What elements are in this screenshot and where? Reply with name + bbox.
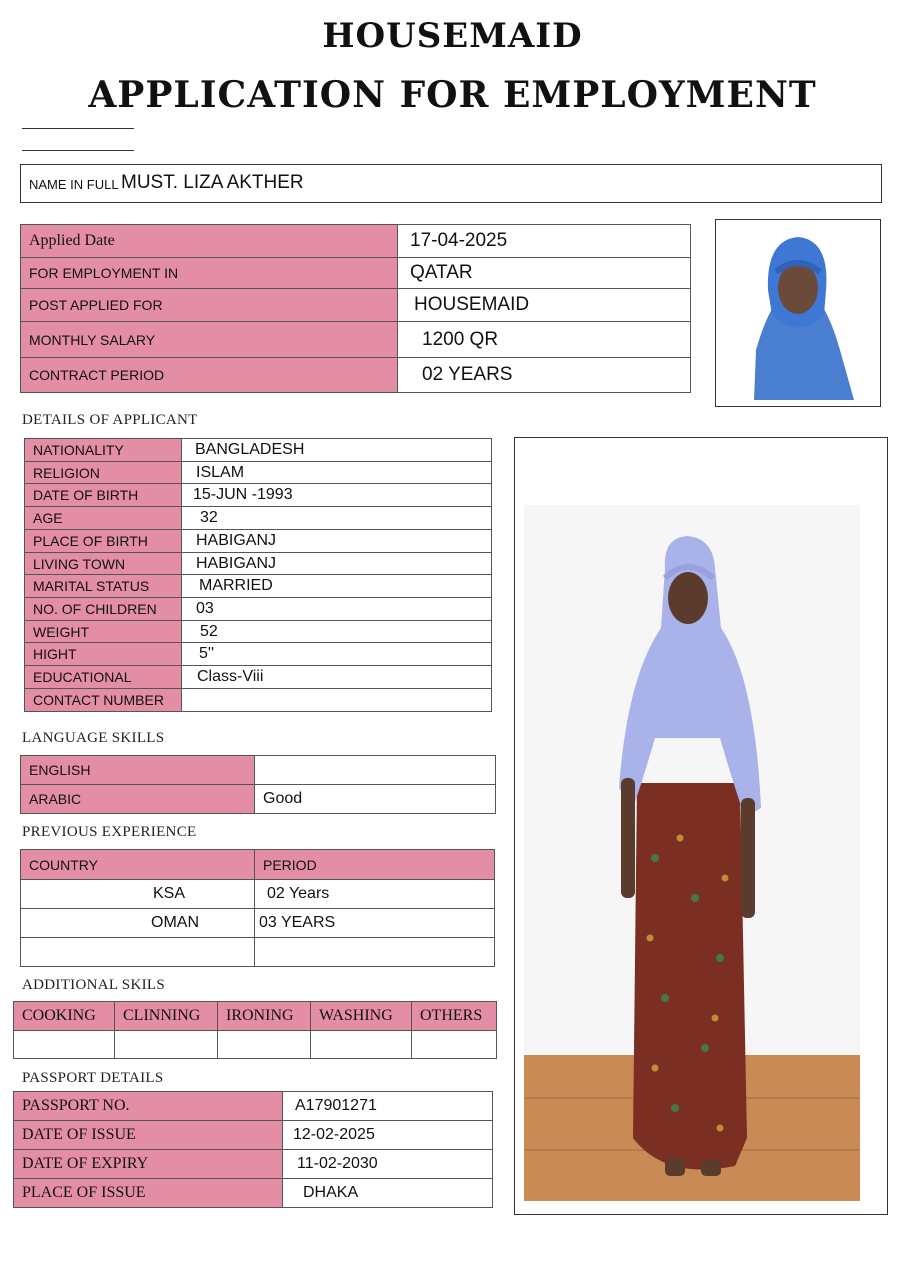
passport-photo [716, 220, 880, 406]
skill-cell [14, 1031, 115, 1059]
skill-cell [218, 1031, 311, 1059]
experience-country [21, 938, 255, 967]
passport-heading: PASSPORT DETAILS [22, 1070, 164, 1086]
job-table [20, 224, 691, 393]
language-table [20, 755, 496, 814]
detail-label: AGE [25, 507, 182, 530]
passport-value: A17901271 [283, 1092, 493, 1121]
passport-photo-frame [715, 219, 881, 407]
detail-label: HIGHT [25, 643, 182, 666]
detail-value: Class-Viii [182, 666, 492, 689]
language-value: Good [255, 785, 496, 814]
full-body-photo-frame [514, 437, 888, 1215]
blank-line-2 [22, 150, 134, 151]
experience-period: 02 Years [255, 880, 495, 909]
job-row [21, 322, 691, 358]
detail-value: 52 [182, 621, 492, 643]
detail-label: LIVING TOWN [25, 553, 182, 575]
skills-heading: ADDITIONAL SKILS [22, 977, 165, 993]
skill-header: WASHING [311, 1002, 412, 1031]
full-body-photo [515, 438, 887, 1214]
experience-col-country: COUNTRY [21, 850, 255, 880]
detail-value: 03 [182, 598, 492, 621]
detail-value: MARRIED [182, 575, 492, 598]
passport-table [13, 1091, 493, 1208]
job-row [21, 225, 691, 258]
passport-value: 12-02-2025 [283, 1121, 493, 1150]
detail-value: 32 [182, 507, 492, 530]
passport-value: 11-02-2030 [283, 1150, 493, 1179]
detail-value: 15-JUN -1993 [182, 484, 492, 507]
skill-header: IRONING [218, 1002, 311, 1031]
skill-header: COOKING [14, 1002, 115, 1031]
detail-label: DATE OF BIRTH [25, 484, 182, 507]
experience-period: 03 YEARS [255, 909, 495, 938]
form-subtitle: APPLICATION FOR EMPLOYMENT [88, 74, 817, 116]
detail-value: BANGLADESH [182, 439, 492, 462]
job-label: Applied Date [21, 225, 398, 258]
detail-value: HABIGANJ [182, 530, 492, 553]
skill-cell [115, 1031, 218, 1059]
job-label: CONTRACT PERIOD [21, 358, 398, 393]
job-value: 1200 QR [398, 322, 691, 358]
job-label: FOR EMPLOYMENT IN [21, 258, 398, 289]
skill-header: CLINNING [115, 1002, 218, 1031]
skill-header: OTHERS [412, 1002, 497, 1031]
form-title: HOUSEMAID [322, 16, 583, 56]
passport-label: DATE OF ISSUE [14, 1121, 283, 1150]
passport-value: DHAKA [283, 1179, 493, 1208]
job-value: HOUSEMAID [398, 289, 691, 322]
job-row [21, 358, 691, 393]
detail-value [182, 689, 492, 712]
experience-table [20, 849, 495, 967]
job-row [21, 289, 691, 322]
experience-country: OMAN [21, 909, 255, 938]
detail-label: RELIGION [25, 462, 182, 484]
job-value: 02 YEARS [398, 358, 691, 393]
language-value [255, 756, 496, 785]
detail-value: HABIGANJ [182, 553, 492, 575]
detail-label: NO. OF CHILDREN [25, 598, 182, 621]
detail-label: EDUCATIONAL [25, 666, 182, 689]
experience-heading: PREVIOUS EXPERIENCE [22, 824, 197, 840]
passport-label: PLACE OF ISSUE [14, 1179, 283, 1208]
language-heading: LANGUAGE SKILLS [22, 730, 165, 746]
detail-label: CONTACT NUMBER [25, 689, 182, 712]
detail-value: ISLAM [182, 462, 492, 484]
experience-col-period: PERIOD [255, 850, 495, 880]
experience-country: KSA [21, 880, 255, 909]
name-value: MUST. LIZA AKTHER [121, 172, 304, 193]
name-row [20, 164, 882, 203]
name-label: NAME IN FULL [29, 177, 119, 192]
skill-cell [412, 1031, 497, 1059]
job-row [21, 258, 691, 289]
blank-line-1 [22, 128, 134, 129]
job-value: QATAR [398, 258, 691, 289]
language-label: ARABIC [21, 785, 255, 814]
detail-label: NATIONALITY [25, 439, 182, 462]
detail-value: 5'' [182, 643, 492, 666]
skills-table [13, 1001, 497, 1059]
passport-label: PASSPORT NO. [14, 1092, 283, 1121]
detail-label: PLACE OF BIRTH [25, 530, 182, 553]
experience-period [255, 938, 495, 967]
detail-label: WEIGHT [25, 621, 182, 643]
detail-label: MARITAL STATUS [25, 575, 182, 598]
language-label: ENGLISH [21, 756, 255, 785]
skill-cell [311, 1031, 412, 1059]
job-label: POST APPLIED FOR [21, 289, 398, 322]
job-value: 17-04-2025 [398, 225, 691, 258]
details-table [24, 438, 492, 712]
job-label: MONTHLY SALARY [21, 322, 398, 358]
passport-label: DATE OF EXPIRY [14, 1150, 283, 1179]
details-heading: DETAILS OF APPLICANT [22, 412, 198, 428]
